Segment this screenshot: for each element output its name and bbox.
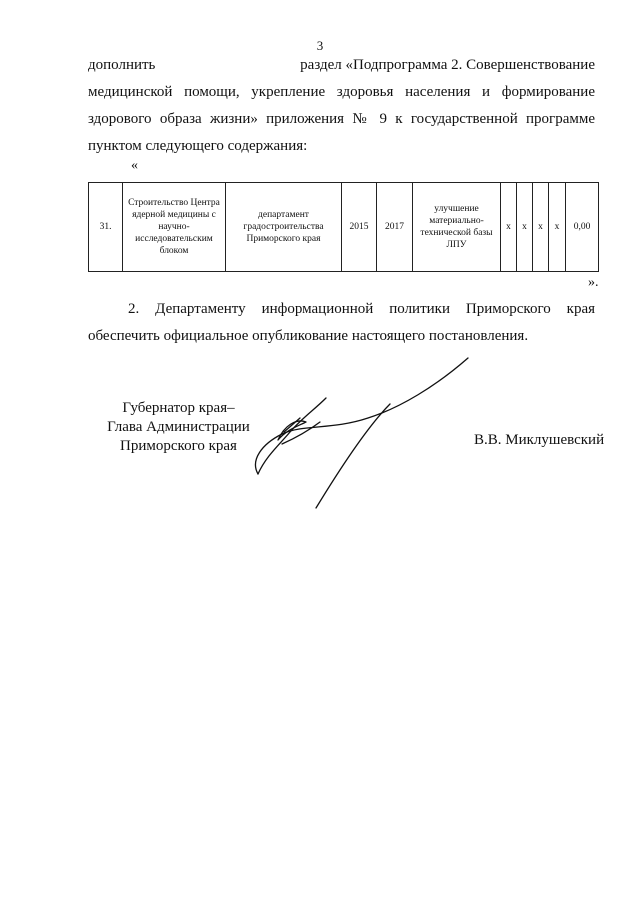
paragraph1-line2: медицинской помощи, укрепление здоровья населения и формирование [88, 84, 595, 100]
end-year-cell: 2017 [377, 183, 413, 272]
handwritten-signature [240, 352, 480, 522]
page-number: 3 [316, 38, 324, 53]
closing-quote: ». [588, 275, 599, 290]
event-name-cell: Строительство Центра ядерной медицины с научно-исследовательским блоком [123, 183, 226, 272]
paragraph2-line2: обеспечить официальное опубликование настоящего постановления. [88, 328, 529, 344]
signer-title-line1: Губернатор края– [122, 400, 235, 416]
executor-cell: департамент градостроительства Приморского края [226, 183, 342, 272]
table-row [89, 183, 599, 272]
x-cell-4: х [549, 183, 566, 272]
signer-title-line3: Приморского края [120, 438, 237, 454]
amount-cell: 0,00 [566, 183, 599, 272]
x-cell-3: х [533, 183, 549, 272]
row-number-cell: 31. [89, 183, 123, 272]
signer-title [96, 399, 261, 456]
paragraph1-line3: здорового образа жизни» приложения № 9 к государственной программе [88, 111, 595, 127]
paragraph1-line4: пунктом следующего содержания: [88, 138, 308, 154]
x-cell-2: х [517, 183, 533, 272]
paragraph1-line1 [88, 52, 595, 79]
signer-name: В.В. Миклушевский [474, 432, 605, 448]
start-year-cell: 2015 [342, 183, 377, 272]
x-cell-1: х [501, 183, 517, 272]
paragraph1-line1-right: раздел «Подпрограмма 2. Совершенствование [300, 57, 595, 73]
paragraph2-line1: 2. Департаменту информационной политики Приморского края [128, 301, 595, 317]
result-cell: улучшение материально-технической базы ЛПУ [413, 183, 501, 272]
signer-title-line2: Глава Администрации [107, 419, 250, 435]
paragraph1-line1-left: дополнить [88, 57, 156, 73]
opening-quote: « [131, 158, 138, 173]
amendment-paragraph [88, 52, 595, 160]
instruction-paragraph [88, 296, 595, 350]
program-table [88, 182, 599, 272]
